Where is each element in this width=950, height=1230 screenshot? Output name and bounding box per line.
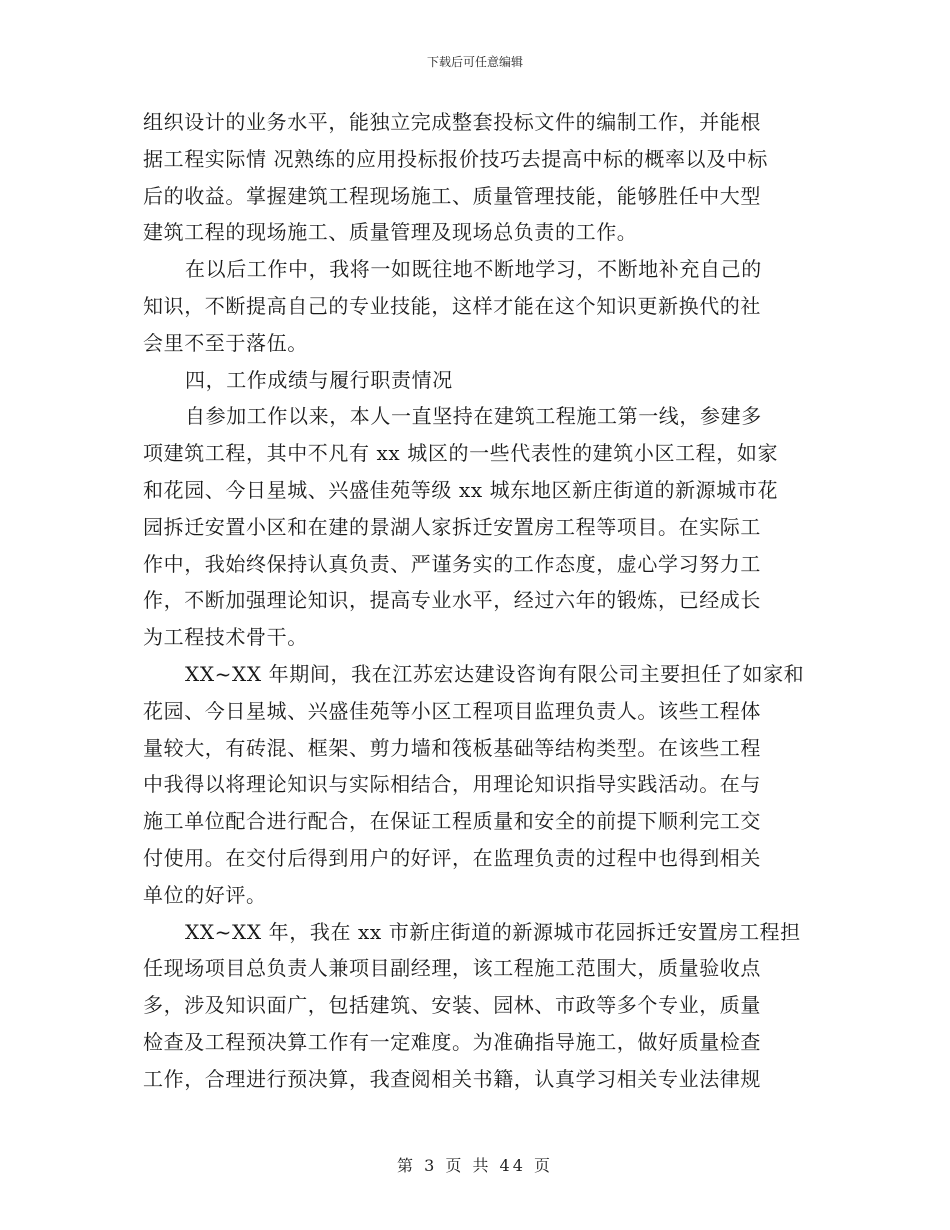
text-line: 据工程实际情 况熟练的应用投标报价技巧去提高中标的概率以及中标 — [143, 146, 768, 171]
page-header: 下载后可任意编辑 — [426, 55, 523, 69]
text-line: 工作，合理进行预决算，我查阅相关书籍，认真学习相关专业法律规 — [143, 1066, 761, 1091]
text-line: 花园、今日星城、兴盛佳苑等小区工程项目监理负责人。该些工程体 — [143, 698, 761, 723]
text-line: XX~XX 年期间，我在江苏宏达建设咨询有限公司主要担任了如家和 — [185, 661, 805, 686]
text-line: 单位的好评。 — [143, 882, 267, 907]
text-line: 检查及工程预决算工作有一定难度。为准确指导施工，做好质量检查 — [143, 1029, 761, 1054]
text-line: 付使用。在交付后得到用户的好评，在监理负责的过程中也得到相关 — [143, 845, 761, 870]
text-line: 园拆迁安置小区和在建的景湖人家拆迁安置房工程等项目。在实际工 — [143, 514, 761, 539]
text-line: 会里不至于落伍。 — [143, 330, 308, 355]
text-line: 施工单位配合进行配合，在保证工程质量和安全的前提下顺利完工交 — [143, 809, 761, 834]
text-line: 自参加工作以来，本人一直坚持在建筑工程施工第一线，参建多 — [185, 404, 762, 429]
text-line: 和花园、今日星城、兴盛佳苑等级 xx 城东地区新庄街道的新源城市花 — [143, 477, 779, 502]
text-line: 作，不断加强理论知识，提高专业水平，经过六年的锻炼，已经成长 — [143, 588, 761, 613]
text-line: 中我得以将理论知识与实际相结合，用理论知识指导实践活动。在与 — [143, 772, 761, 797]
text-line: 在以后工作中，我将一如既往地不断地学习，不断地补充自己的 — [185, 257, 762, 282]
text-line: 作中，我始终保持认真负责、严谨务实的工作态度，虚心学习努力工 — [143, 551, 761, 576]
text-line: 多，涉及知识面广，包括建筑、安装、园林、市政等多个专业，质量 — [143, 993, 761, 1018]
document-body — [143, 104, 811, 1098]
text-line: 建筑工程的现场施工、质量管理及现场总负责的工作。 — [143, 220, 638, 245]
text-line: 组织设计的业务水平，能独立完成整套投标文件的编制工作，并能根 — [143, 110, 761, 134]
page-number-footer: 第 3 页 共 44 页 — [397, 1156, 553, 1175]
text-line: 为工程技术骨干。 — [143, 625, 308, 650]
text-line: 后的收益。掌握建筑工程现场施工、质量管理技能，能够胜任中大型 — [143, 183, 761, 208]
text-line: 项建筑工程，其中不凡有 xx 城区的一些代表性的建筑小区工程，如家 — [143, 441, 779, 466]
text-line: 四，工作成绩与履行职责情况 — [185, 367, 453, 392]
text-line: 知识，不断提高自己的专业技能，这样才能在这个知识更新换代的社 — [143, 293, 761, 318]
text-line: 量较大，有砖混、框架、剪力墙和筏板基础等结构类型。在该些工程 — [143, 735, 761, 760]
text-line: 任现场项目总负责人兼项目副经理，该工程施工范围大，质量验收点 — [143, 956, 761, 981]
text-line: XX~XX 年，我在 xx 市新庄街道的新源城市花园拆迁安置房工程担 — [185, 919, 801, 944]
